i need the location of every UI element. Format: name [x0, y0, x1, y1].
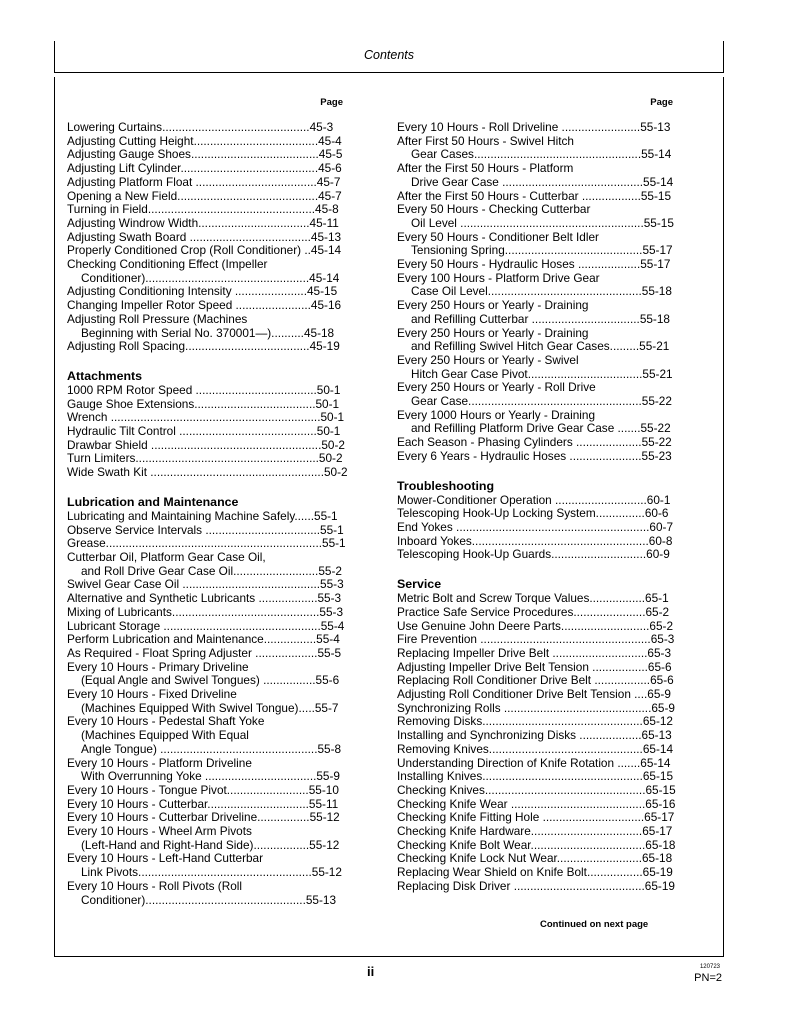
toc-entry: Cutterbar Oil, Platform Gear Case Oil,	[67, 549, 266, 564]
toc-entry: Turn Limiters........................................................50-2	[67, 451, 343, 466]
toc-entry: Swivel Gear Case Oil ..........................................55-3	[67, 577, 344, 592]
toc-entry-continuation: (Machines Equipped With Equal	[81, 728, 249, 743]
toc-entry: Adjusting Conditioning Intensity ......................45-15	[67, 284, 338, 299]
contents-frame	[54, 77, 724, 957]
toc-entry: Every 50 Hours - Hydraulic Hoses ...................55-17	[397, 257, 671, 272]
left-entries	[67, 120, 348, 907]
toc-entry: Replacing Roll Conditioner Drive Belt .................65-6	[397, 673, 674, 688]
toc-entry: Metric Bolt and Screw Torque Values.................65-1	[397, 591, 669, 606]
toc-entry: Checking Knife Bolt Wear...................................65-18	[397, 837, 676, 852]
toc-entry-continuation: Angle Tongue) ................................................55-8	[81, 741, 342, 756]
toc-entry-continuation: Gear Case.....................................................55-22	[411, 394, 672, 409]
toc-entry: Telescoping Hook-Up Locking System...............60-6	[397, 506, 669, 521]
page-title: Contents	[363, 48, 415, 62]
toc-entry: Checking Knife Hardware..................................65-17	[397, 824, 673, 839]
continued-note: Continued on next page	[540, 919, 649, 930]
toc-entry: Every 10 Hours - Tongue Pivot.........................55-10	[67, 782, 339, 797]
toc-entry: Use Genuine John Deere Parts...........................65-2	[397, 618, 674, 633]
toc-entry: Checking Conditioning Effect (Impeller	[67, 257, 268, 272]
toc-entry: Every 10 Hours - Fixed Driveline	[67, 687, 237, 702]
page-column-label: Page	[320, 97, 343, 108]
toc-entry-continuation: Tensioning Spring..........................................55-17	[411, 243, 673, 258]
section-heading: Service	[397, 577, 442, 592]
toc-entry: After the First 50 Hours - Cutterbar ..................55-15	[397, 188, 672, 203]
toc-entry: Mixing of Lubricants.............................................55-3	[67, 604, 344, 619]
toc-entry: Adjusting Platform Float .....................................45-7	[67, 174, 341, 189]
toc-entry: Adjusting Lift Cylinder..........................................45-6	[67, 161, 342, 176]
toc-entry: Adjusting Roll Conditioner Drive Belt Tension ....65-9	[397, 687, 671, 702]
toc-entry-continuation: (Left-Hand and Right-Hand Side).................55-12	[81, 837, 340, 852]
toc-entry: Checking Knife Lock Nut Wear..........................65-18	[397, 851, 673, 866]
toc-entry: Understanding Direction of Knife Rotation .......65-14	[397, 755, 671, 770]
toc-entry: Every 250 Hours or Yearly - Draining	[397, 325, 589, 340]
section-heading: Attachments	[67, 368, 143, 383]
footer-page-number: ii	[367, 964, 375, 979]
toc-entry: Lubricant Storage ................................................55-4	[67, 618, 345, 633]
toc-entry: Every 10 Hours - Roll Pivots (Roll	[67, 878, 243, 893]
toc-entry: After the First 50 Hours - Platform	[397, 161, 574, 176]
toc-entry: Every 10 Hours - Cutterbar Driveline................55-12	[67, 810, 340, 825]
toc-entry: Turning in Field...................................................45-8	[67, 202, 339, 217]
toc-entry-continuation: and Refilling Platform Drive Gear Case .......55-22	[411, 421, 671, 436]
toc-entry-continuation: With Overrunning Yoke ..................................55-9	[81, 769, 340, 784]
toc-entry: Inboard Yokes......................................................60-8	[397, 533, 673, 548]
toc-entry: Changing Impeller Rotor Speed .......................45-16	[67, 298, 342, 313]
toc-entry: Adjusting Cutting Height......................................45-4	[67, 133, 342, 148]
section-heading: Lubrication and Maintenance	[67, 494, 239, 509]
right-column	[397, 97, 676, 894]
toc-entry: Observe Service Intervals ...................................55-1	[67, 522, 344, 537]
toc-entry: Checking Knife Wear .........................................65-16	[397, 796, 676, 811]
toc-entry: Every 250 Hours or Yearly - Roll Drive	[397, 380, 596, 395]
toc-entry: Every 10 Hours - Wheel Arm Pivots	[67, 824, 252, 839]
toc-entry: Every 250 Hours or Yearly - Swivel	[397, 352, 579, 367]
toc-entry: Gauge Shoe Extensions.....................................50-1	[67, 396, 340, 411]
toc-entry: Every 50 Hours - Checking Cutterbar	[397, 202, 591, 217]
toc-entry: Lowering Curtains.............................................45-3	[67, 120, 334, 134]
toc-entry: Drawbar Shield ....................................................50-2	[67, 437, 345, 452]
toc-entry: Fire Prevention ....................................................65-3	[397, 632, 675, 647]
toc-entry: Adjusting Impeller Drive Belt Tension .................65-6	[397, 659, 672, 674]
toc-entry: Mower-Conditioner Operation ............................60-1	[397, 492, 671, 507]
toc-entry: After First 50 Hours - Swivel Hitch	[397, 133, 574, 148]
toc-entry: Removing Knives...............................................65-14	[397, 741, 674, 756]
toc-entry-continuation: Conditioner)..................................................45-14	[81, 270, 340, 285]
right-entries	[397, 120, 676, 894]
header-frame	[54, 41, 724, 73]
toc-entry: Every 10 Hours - Roll Driveline ........................55-13	[397, 120, 671, 134]
toc-entry-continuation: Link Pivots.....................................................55-12	[81, 865, 342, 880]
toc-entry: Installing Knives.................................................65-15	[397, 769, 674, 784]
toc-entry-continuation: Hitch Gear Case Pivot...................................55-21	[411, 366, 673, 381]
page-column-label: Page	[650, 97, 673, 108]
toc-entry: Hydraulic Tilt Control ..........................................50-1	[67, 424, 341, 439]
toc-entry: Every 10 Hours - Left-Hand Cutterbar	[67, 851, 264, 866]
toc-entry: Every 250 Hours or Yearly - Draining	[397, 298, 589, 313]
toc-entry: Lubricating and Maintaining Machine Safely......55-1	[67, 508, 338, 523]
toc-entry: Replacing Wear Shield on Knife Bolt.................65-19	[397, 865, 673, 880]
toc-entry-continuation: and Refilling Swivel Hitch Gear Cases.........55-21	[411, 339, 670, 354]
toc-entry: Grease..................................................................55-1	[67, 536, 346, 551]
toc-entry: Opening a New Field...........................................45-7	[67, 188, 342, 203]
toc-entry-continuation: Conditioner).................................................55-13	[81, 892, 337, 907]
toc-entry: Replacing Disk Driver ........................................65-19	[397, 878, 675, 893]
toc-entry-continuation: (Machines Equipped With Swivel Tongue).....55-7	[81, 700, 339, 715]
toc-entry: Every 1000 Hours or Yearly - Draining	[397, 407, 596, 422]
footer-code: 120723	[699, 964, 720, 970]
toc-entry: Installing and Synchronizing Disks ...................65-13	[397, 728, 672, 743]
toc-entry: Each Season - Phasing Cylinders ....................55-22	[397, 435, 672, 450]
toc-entry-continuation: Beginning with Serial No. 370001—)..........45-18	[81, 325, 335, 340]
toc-entry: Adjusting Swath Board .....................................45-13	[67, 229, 342, 244]
toc-entry: Checking Knives.................................................65-15	[397, 782, 676, 797]
toc-entry: Replacing Impeller Drive Belt .............................65-3	[397, 645, 672, 660]
toc-entry-continuation: and Roll Drive Gear Case Oil..........................55-2	[81, 563, 342, 578]
toc-entry: Perform Lubrication and Maintenance................55-4	[67, 632, 340, 647]
toc-entry-continuation: Oil Level ........................................................55-15	[411, 215, 674, 230]
toc-entry: Every 10 Hours - Cutterbar...............................55-11	[67, 796, 339, 811]
toc-entry: Every 50 Hours - Conditioner Belt Idler	[397, 229, 599, 244]
toc-entry: Every 100 Hours - Platform Drive Gear	[397, 270, 600, 285]
toc-entry: Adjusting Roll Pressure (Machines	[67, 311, 248, 326]
toc-entry-continuation: Drive Gear Case ...........................................55-14	[411, 174, 674, 189]
toc-entry: Removing Disks.................................................65-12	[397, 714, 673, 729]
toc-entry: End Yokes ...........................................................60-7	[397, 519, 674, 534]
left-column	[67, 97, 348, 907]
toc-entry: Synchronizing Rolls .............................................65-9	[397, 700, 675, 715]
toc-entry: Alternative and Synthetic Lubricants ..................55-3	[67, 591, 342, 606]
toc-entry: Adjusting Gauge Shoes.......................................45-5	[67, 147, 343, 162]
toc-entry: 1000 RPM Rotor Speed .....................................50-1	[67, 382, 341, 397]
toc-entry: As Required - Float Spring Adjuster ...................55-5	[67, 645, 342, 660]
toc-entry: Every 10 Hours - Primary Driveline	[67, 659, 249, 674]
toc-entry: Wrench ................................................................50-1	[67, 410, 345, 425]
toc-entry: Checking Knife Fitting Hole ...............................65-17	[397, 810, 675, 825]
toc-entry: Every 6 Years - Hydraulic Hoses ......................55-23	[397, 448, 672, 463]
toc-entry: Wide Swath Kit .....................................................50-2	[67, 465, 348, 480]
toc-entry: Telescoping Hook-Up Guards.............................60-9	[397, 547, 670, 562]
footer-pn: PN=2	[694, 972, 722, 984]
toc-entry-continuation: and Refilling Cutterbar .................................55-18	[411, 311, 670, 326]
toc-entry-continuation: Gear Cases...................................................55-14	[411, 147, 672, 162]
toc-entry-continuation: Case Oil Level...............................................55-18	[411, 284, 672, 299]
toc-entry: Adjusting Windrow Width..................................45-11	[67, 215, 339, 230]
toc-entry-continuation: (Equal Angle and Swivel Tongues) ................55-6	[81, 673, 340, 688]
section-heading: Troubleshooting	[397, 478, 495, 493]
toc-entry: Every 10 Hours - Pedestal Shaft Yoke	[67, 714, 265, 729]
toc-entry: Adjusting Roll Spacing......................................45-19	[67, 339, 340, 354]
toc-entry: Practice Safe Service Procedures......................65-2	[397, 604, 670, 619]
toc-entry: Properly Conditioned Crop (Roll Conditioner) ..45-14	[67, 243, 342, 258]
toc-entry: Every 10 Hours - Platform Driveline	[67, 755, 252, 770]
